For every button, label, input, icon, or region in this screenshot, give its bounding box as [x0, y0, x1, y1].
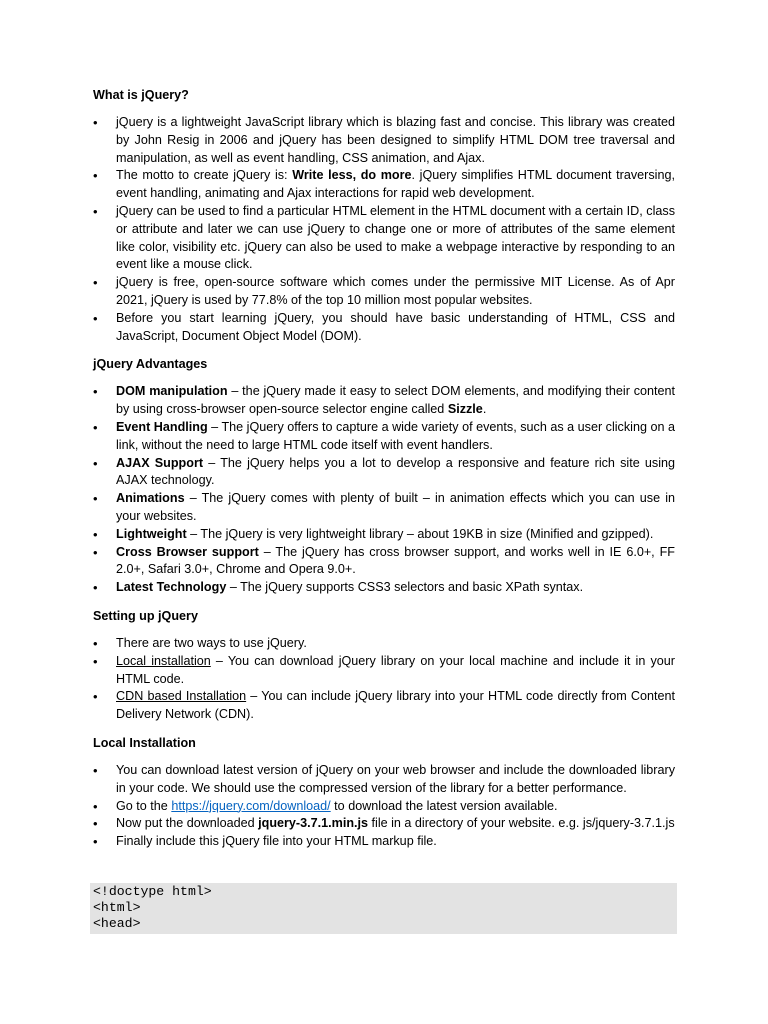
list-item-text: The motto to create jQuery is: — [116, 168, 293, 183]
list-item-text: Now put the downloaded — [116, 816, 259, 831]
term: Animations — [116, 491, 185, 506]
heading-local-installation: Local Installation — [93, 735, 196, 750]
list-item-text: Before you start learning jQuery, you should have basic understanding of HTML, CSS and JavaScript, Document Object Model (DOM). — [116, 310, 675, 343]
list-item — [93, 203, 675, 274]
term: Latest Technology — [116, 580, 227, 595]
list-item-text: . jQuery simplifies HTML document traversing, event handling, animating and Ajax interactions for rapid web development. — [116, 168, 675, 201]
document-body — [93, 86, 675, 861]
list-item-text: – The jQuery offers to capture a wide variety of events, such as a user clicking on a link, without the need to large HTML code itself with event handlers. — [116, 419, 675, 452]
list-item-text: file in a directory of your website. e.g. js/jquery-3.7.1.js — [368, 816, 675, 831]
list-item-text: You can download latest version of jQuery on your web browser and include the downloaded library in your code. We should use the compressed version of the library for a better performance. — [116, 762, 675, 795]
list-item-text: Finally include this jQuery file into your HTML markup file. — [116, 834, 437, 849]
cdn-installation-link[interactable]: CDN based Installation — [116, 689, 247, 704]
list-item-text: There are two ways to use jQuery. — [116, 635, 307, 650]
list-item — [93, 815, 675, 833]
code-line: <html> — [93, 900, 141, 916]
local-install-list — [93, 762, 675, 851]
term: Sizzle — [447, 402, 483, 417]
filename: jquery-3.7.1.min.js — [258, 816, 369, 831]
motto-text: Write less, do more — [292, 168, 412, 183]
list-item — [93, 383, 675, 419]
list-item-text: – The jQuery helps you a lot to develop a responsive and feature rich site using AJAX technology. — [116, 455, 675, 488]
list-item-text: – You can include jQuery library into your HTML code directly from Content Delivery Network (CDN). — [116, 689, 675, 722]
code-block — [90, 883, 677, 934]
list-item-text: – You can download jQuery library on your local machine and include it in your HTML code. — [116, 653, 675, 686]
list-item-text: jQuery can be used to find a particular HTML element in the HTML document with a certain ID, class or attribute and later we can use jQuery to change one or more of attributes of the same element like color, visibility etc. jQuery can also be used to make a webpage interactive by responding to an event like a mouse click. — [116, 203, 675, 272]
list-item — [93, 833, 675, 851]
list-item — [93, 114, 675, 167]
list-item — [93, 274, 675, 310]
list-item-text: jQuery is a lightweight JavaScript library which is blazing fast and concise. This library was created by John Resig in 2006 and jQuery has been designed to simplify HTML DOM tree traversal and manipulation, as well as event handling, CSS animation, and Ajax. — [116, 115, 675, 165]
term: AJAX Support — [116, 455, 204, 470]
list-item — [93, 167, 675, 203]
list-item-text: Go to the — [116, 798, 172, 813]
list-item — [93, 579, 675, 597]
list-item-text: – the jQuery made it easy to select DOM elements, and modifying their content by using cross-browser open-source selector engine called — [116, 384, 676, 417]
list-item-text: to download the latest version available. — [330, 798, 558, 813]
term: Cross Browser support — [116, 544, 259, 559]
list-item — [93, 544, 675, 580]
intro-list — [93, 114, 675, 345]
term: Lightweight — [116, 526, 187, 541]
list-item — [93, 798, 675, 816]
code-line: <head> — [93, 916, 141, 932]
code-line: <!doctype html> — [93, 884, 212, 899]
term: Event Handling — [116, 419, 208, 434]
list-item-text: – The jQuery has cross browser support, and works well in IE 6.0+, FF 2.0+, Safari 3.0+, Chrome and Opera 9.0+. — [116, 544, 675, 577]
list-item — [93, 653, 675, 689]
term: DOM manipulation — [116, 384, 228, 399]
list-item — [93, 310, 675, 346]
list-item — [93, 455, 675, 491]
list-item — [93, 688, 675, 724]
local-installation-link[interactable]: Local installation — [116, 653, 211, 668]
setup-list — [93, 635, 675, 724]
list-item — [93, 490, 675, 526]
list-item — [93, 419, 675, 455]
advantages-list — [93, 383, 675, 597]
list-item-text: – The jQuery is very lightweight library – about 19KB in size (Minified and gzipped). — [186, 526, 654, 541]
list-item-text: – The jQuery supports CSS3 selectors and basic XPath syntax. — [226, 580, 584, 595]
list-item — [93, 762, 675, 798]
list-item-text: . — [482, 402, 487, 417]
heading-setting-up: Setting up jQuery — [93, 608, 198, 623]
jquery-download-link[interactable]: https://jquery.com/download/ — [171, 798, 331, 813]
list-item-text: jQuery is free, open-source software which comes under the permissive MIT License. As of Apr 2021, jQuery is used by 77.8% of the top 10 million most popular websites. — [116, 275, 675, 307]
list-item — [93, 635, 675, 653]
heading-advantages: jQuery Advantages — [93, 357, 208, 372]
list-item — [93, 526, 675, 544]
list-item-text: – The jQuery comes with plenty of built – in animation effects which you can use in your websites. — [116, 491, 675, 523]
heading-what-is-jquery: What is jQuery? — [93, 88, 189, 102]
